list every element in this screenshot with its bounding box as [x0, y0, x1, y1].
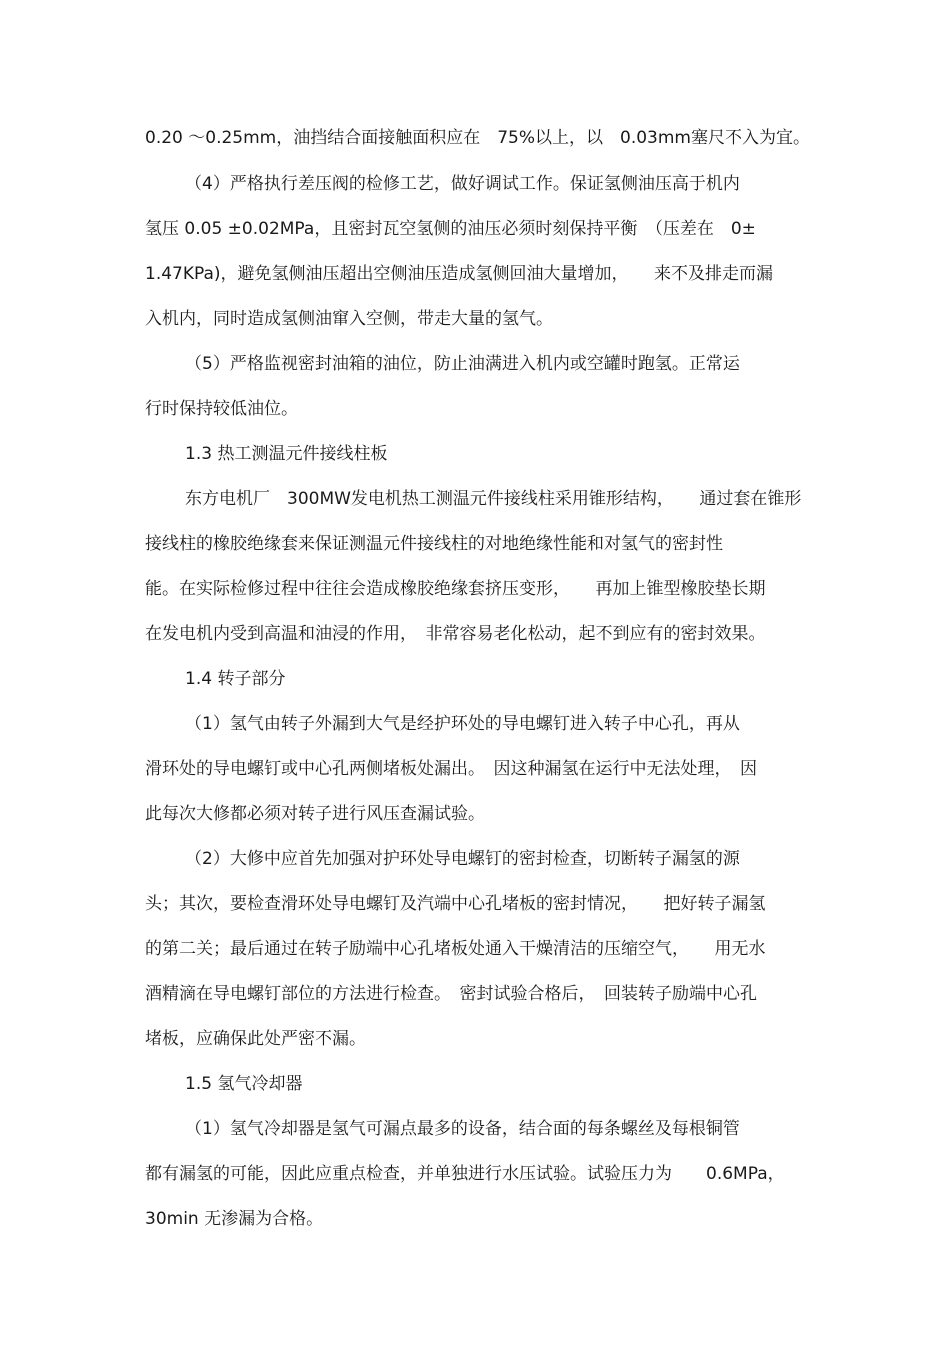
- text-line: 行时保持较低油位。: [145, 399, 298, 419]
- text-line: 滑环处的导电螺钉或中心孔两侧堵板处漏出。 因这种漏氢在运行中无法处理， 因: [145, 759, 757, 779]
- text-line: （5）严格监视密封油箱的油位，防止油满进入机内或空罐时跑氢。正常运: [185, 354, 740, 374]
- text-line: 1.47KPa)，避免氢侧油压超出空侧油压造成氢侧回油大量增加， 来不及排走而漏: [145, 264, 774, 284]
- text-line: （4）严格执行差压阀的检修工艺，做好调试工作。保证氢侧油压高于机内: [185, 174, 740, 194]
- section-heading: 1.4 转子部分: [185, 669, 286, 689]
- section-heading: 1.5 氢气冷却器: [185, 1074, 303, 1094]
- text-line: 酒精滴在导电螺钉部位的方法进行检查。 密封试验合格后， 回装转子励端中心孔: [145, 984, 757, 1004]
- text-line: 此每次大修都必须对转子进行风压查漏试验。: [145, 804, 485, 824]
- text-line: （1）氢气由转子外漏到大气是经护环处的导电螺钉进入转子中心孔，再从: [185, 714, 740, 734]
- text-line: （1）氢气冷却器是氢气可漏点最多的设备，结合面的每条螺丝及每根铜管: [185, 1119, 740, 1139]
- text-line: 的第二关；最后通过在转子励端中心孔堵板处通入干燥清洁的压缩空气， 用无水: [145, 939, 766, 959]
- text-line: 30min 无渗漏为合格。: [145, 1209, 324, 1229]
- text-line: 头；其次，要检查滑环处导电螺钉及汽端中心孔堵板的密封情况， 把好转子漏氢: [145, 894, 766, 914]
- text-line: 0.20 ～0.25mm，油挡结合面接触面积应在 75%以上，以 0.03mm塞尺不入为宜。: [145, 128, 810, 148]
- text-line: 东方电机厂 300MW发电机热工测温元件接线柱采用锥形结构， 通过套在锥形: [185, 489, 802, 509]
- text-line: 能。在实际检修过程中往往会造成橡胶绝缘套挤压变形， 再加上锥型橡胶垫长期: [145, 579, 766, 599]
- text-line: 接线柱的橡胶绝缘套来保证测温元件接线柱的对地绝缘性能和对氢气的密封性: [145, 534, 723, 554]
- text-line: 堵板，应确保此处严密不漏。: [145, 1029, 366, 1049]
- text-line: 在发电机内受到高温和油浸的作用， 非常容易老化松动，起不到应有的密封效果。: [145, 624, 766, 644]
- text-line: 入机内，同时造成氢侧油窜入空侧，带走大量的氢气。: [145, 309, 553, 329]
- text-line: 氢压 0.05 ±0.02MPa，且密封瓦空氢侧的油压必须时刻保持平衡 （压差在 0±: [145, 219, 756, 239]
- section-heading: 1.3 热工测温元件接线柱板: [185, 444, 388, 464]
- text-line: （2）大修中应首先加强对护环处导电螺钉的密封检查，切断转子漏氢的源: [185, 849, 740, 869]
- text-line: 都有漏氢的可能，因此应重点检查，并单独进行水压试验。试验压力为 0.6MPa，: [145, 1164, 785, 1184]
